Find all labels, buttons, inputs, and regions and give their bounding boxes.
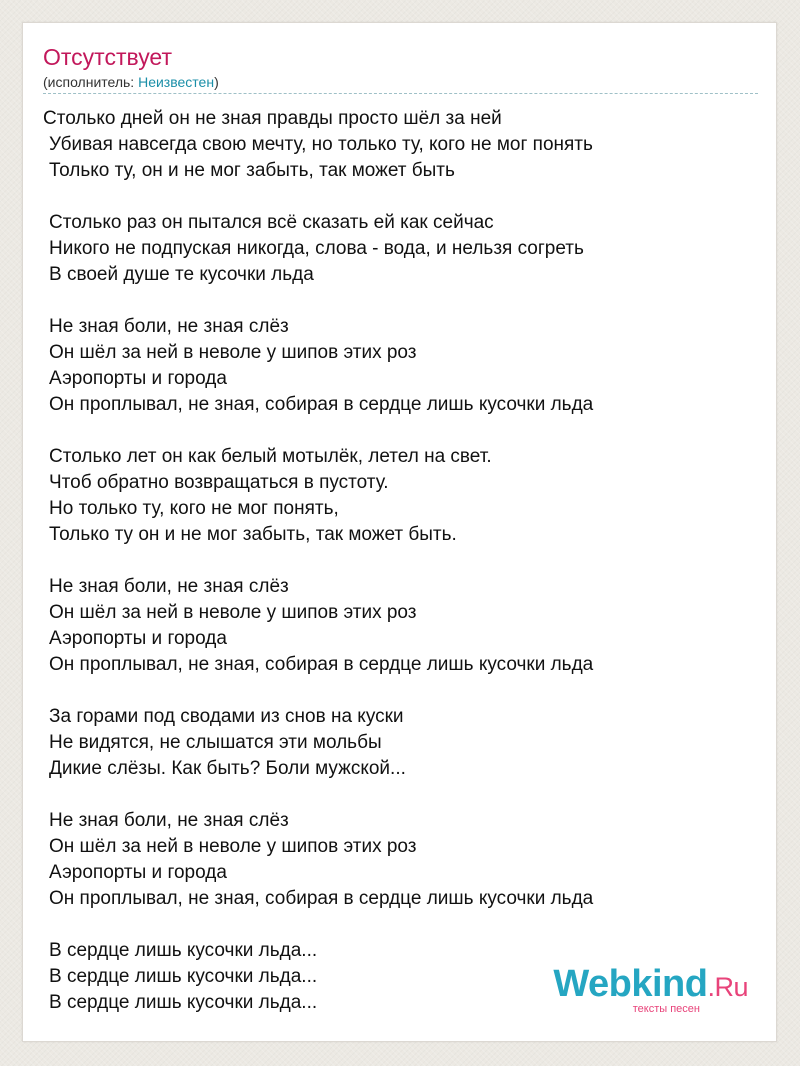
lyrics-body <box>43 106 758 1016</box>
artist-line <box>43 73 219 91</box>
lyric-line: Он проплывал, не зная, собирая в сердце лишь кусочки льда <box>49 394 594 415</box>
lyric-line: Убивая навсегда свою мечту, но только ту, кого не мог понять <box>49 134 593 155</box>
lyric-line: В сердце лишь кусочки льда... <box>49 966 318 987</box>
logo-suffix: .Ru <box>707 972 748 1002</box>
lyric-line: За горами под сводами из снов на куски <box>49 706 404 727</box>
lyric-line: Он шёл за ней в неволе у шипов этих роз <box>49 342 417 363</box>
webkind-logo[interactable] <box>553 965 748 1015</box>
lyric-line: Только ту, он и не мог забыть, так может быть <box>49 160 455 181</box>
lyric-line: Аэропорты и города <box>49 862 227 883</box>
lyric-blank-line <box>43 548 758 574</box>
lyric-line: Никого не подпуская никогда, слова - вода, и нельзя согреть <box>49 238 584 259</box>
lyric-blank-line <box>43 912 758 938</box>
lyrics-card <box>22 22 777 1042</box>
lyric-line: Он проплывал, не зная, собирая в сердце лишь кусочки льда <box>49 654 594 675</box>
lyric-line: Аэропорты и города <box>49 628 227 649</box>
title-divider <box>43 93 758 94</box>
lyric-line: Не зная боли, не зная слёз <box>49 810 289 831</box>
lyric-line: Он шёл за ней в неволе у шипов этих роз <box>49 602 417 623</box>
lyric-blank-line <box>43 184 758 210</box>
logo-wordmark: Webkind <box>553 963 708 1005</box>
artist-suffix: ) <box>214 74 219 90</box>
lyric-line: Дикие слёзы. Как быть? Боли мужской... <box>49 758 406 779</box>
lyric-line: Не зная боли, не зная слёз <box>49 316 289 337</box>
lyric-line: В сердце лишь кусочки льда... <box>49 940 318 961</box>
artist-prefix: (исполнитель: <box>43 74 139 90</box>
lyric-line: Он шёл за ней в неволе у шипов этих роз <box>49 836 417 857</box>
lyric-blank-line <box>43 678 758 704</box>
lyric-line: В сердце лишь кусочки льда... <box>49 992 318 1013</box>
lyric-line: Чтоб обратно возвращаться в пустоту. <box>49 472 389 493</box>
lyric-blank-line <box>43 288 758 314</box>
lyric-line: Столько раз он пытался всё сказать ей как сейчас <box>49 212 494 233</box>
lyric-line: Только ту он и не мог забыть, так может быть. <box>49 524 457 545</box>
lyric-line: Аэропорты и города <box>49 368 227 389</box>
lyric-line: Столько лет он как белый мотылёк, летел на свет. <box>49 446 492 467</box>
lyric-line: Но только ту, кого не мог понять, <box>49 498 339 519</box>
song-title: Отсутствует <box>43 44 172 70</box>
lyric-line: Он проплывал, не зная, собирая в сердце лишь кусочки льда <box>49 888 594 909</box>
artist-link[interactable]: Неизвестен <box>138 74 215 90</box>
lyric-line: Не видятся, не слышатся эти мольбы <box>49 732 382 753</box>
lyric-line: Не зная боли, не зная слёз <box>49 576 289 597</box>
lyric-line: В своей душе те кусочки льда <box>49 264 314 285</box>
lyric-blank-line <box>43 418 758 444</box>
lyric-blank-line <box>43 782 758 808</box>
lyric-line: Столько дней он не зная правды просто шёл за ней <box>43 108 502 129</box>
logo-tagline: тексты песен <box>632 1003 700 1015</box>
